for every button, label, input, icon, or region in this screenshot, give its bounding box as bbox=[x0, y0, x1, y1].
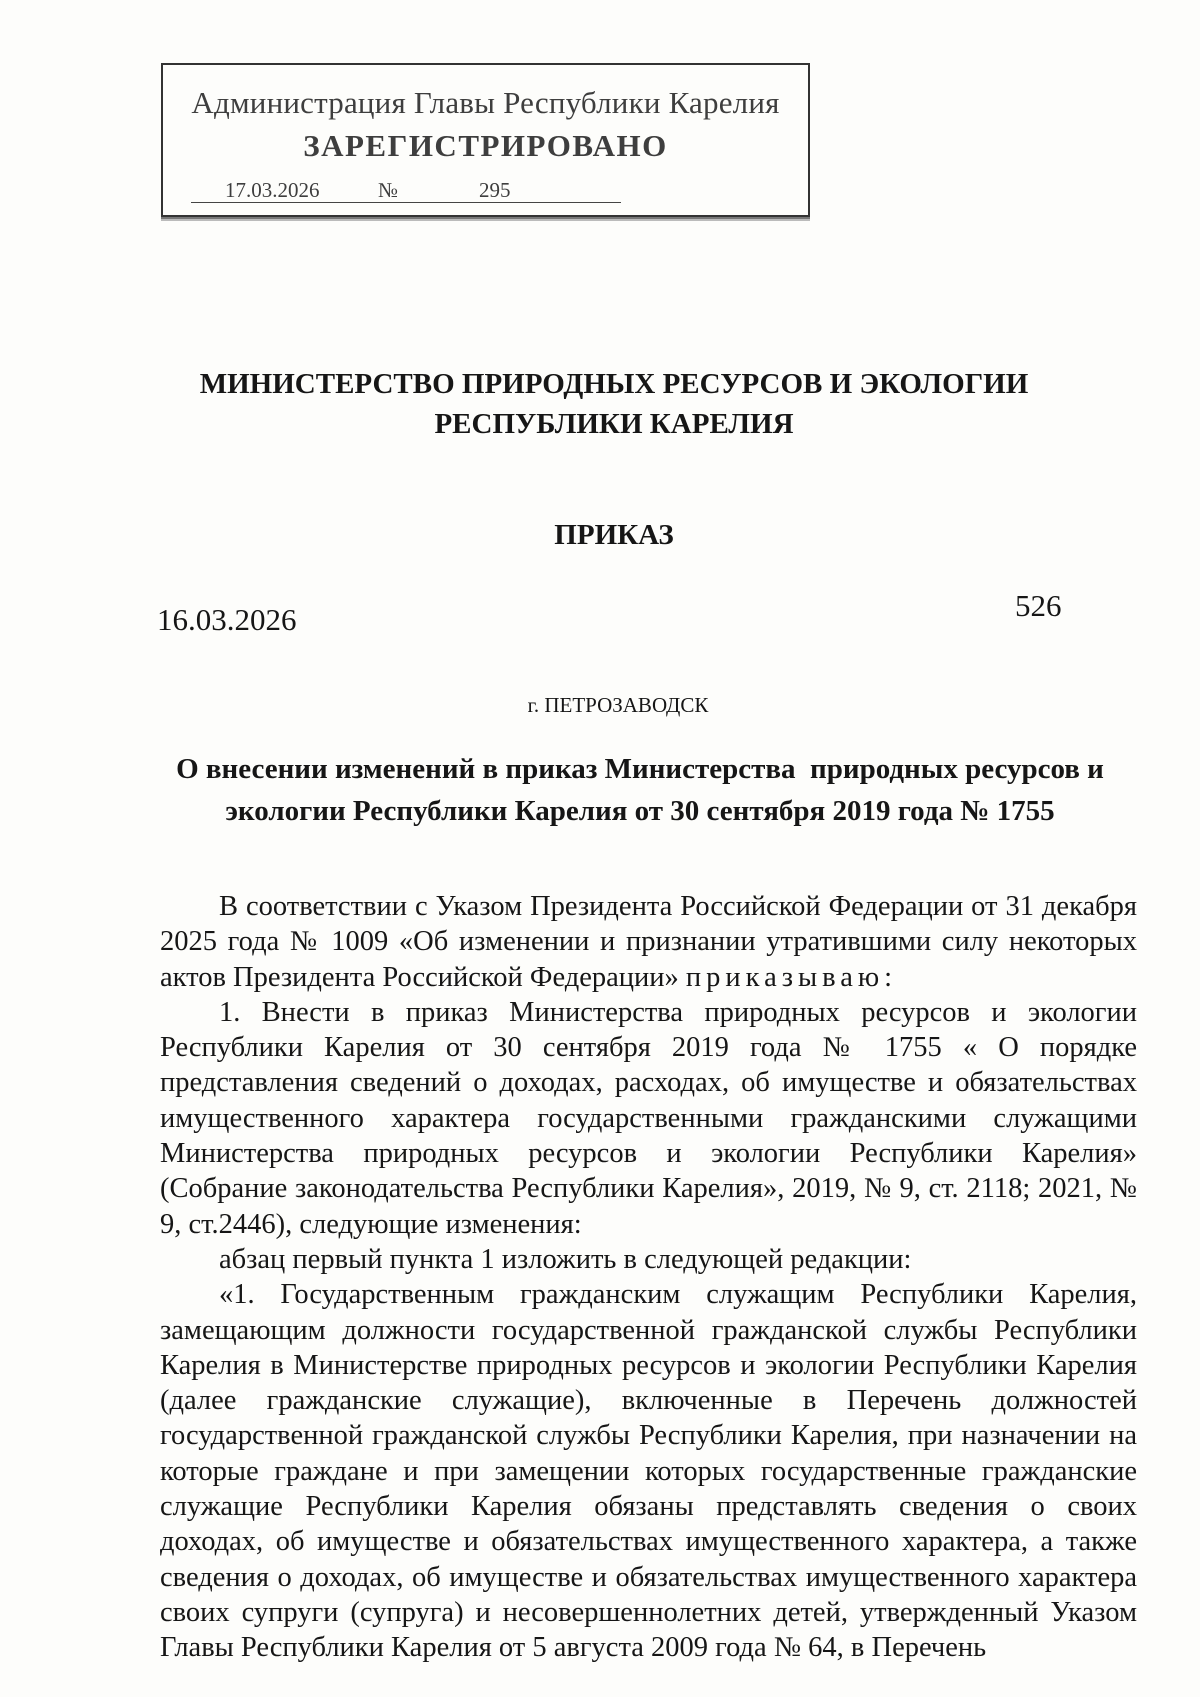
stamp-number: 295 bbox=[479, 178, 511, 202]
paragraph-amendment-intro: абзац первый пункта 1 изложить в следующей редакции: bbox=[219, 1243, 912, 1275]
order-date: 16.03.2026 bbox=[157, 602, 297, 637]
stamp-organization: Администрация Главы Республики Карелия bbox=[191, 85, 780, 120]
order-number: 526 bbox=[1015, 588, 1062, 623]
stamp-number-label: № bbox=[378, 178, 399, 202]
title-line1: О внесении изменений в приказ Министерства природных ресурсов и bbox=[176, 753, 1104, 785]
stamp-date: 17.03.2026 bbox=[225, 178, 320, 202]
paragraph-preamble bbox=[160, 889, 1137, 995]
order-body bbox=[160, 889, 1137, 1666]
paragraph-amendment-text: «1. Государственным гражданским служащим Республики Карелия, замещающим должности государственной гражданской службы Республики Карелия в Министерстве природных ресурсов и экологии Республики Карелия (далее гражданские служащие), включенные в Перечень должностей государственной гражданской службы Республики Карелия, при назначении на которые граждане и при замещении которых государственные гражданские служащие Республики Карелия обязаны представлять сведения о своих доходах, об имуществе и обязательствах имущественного характера, а также сведения о доходах, об имуществе и обязательствах имущественного характера своих супруги (супруга) и несовершеннолетних детей, утвержденный Указом Главы Республики Карелия от 5 августа 2009 года № 64, в Перечень bbox=[160, 1279, 1137, 1664]
order-word: приказываю: bbox=[685, 961, 898, 993]
ministry-name-line2: РЕСПУБЛИКИ КАРЕЛИЯ bbox=[434, 408, 794, 440]
preamble-text: В соответствии с Указом Президента Российской Федерации от 31 декабря 2025 года № 1009 «Об изменении и признании утратившими силу некоторых актов Президента Российской Федерации» bbox=[160, 891, 1137, 993]
stamp-status: ЗАРЕГИСТРИРОВАНО bbox=[303, 128, 668, 163]
city: г. ПЕТРОЗАВОДСК bbox=[527, 693, 709, 717]
paragraph-item-1: 1. Внести в приказ Министерства природных ресурсов и экологии Республики Карелия от 30 сентября 2019 года № 1755 « О порядке представления сведений о доходах, расходах, об имуществе и обязательствах имущественного характера государственными гражданскими служащими Министерства природных ресурсов и экологии Республики Карелия» (Собрание законодательства Республики Карелия», 2019, № 9, ст. 2118; 2021, № 9, ст.2446), следующие изменения: bbox=[160, 996, 1137, 1240]
registration-stamp bbox=[161, 63, 810, 217]
ministry-header bbox=[0, 364, 1200, 444]
ministry-name-line1: МИНИСТЕРСТВО ПРИРОДНЫХ РЕСУРСОВ И ЭКОЛОГИИ bbox=[199, 368, 1029, 400]
stamp-registration-line bbox=[191, 178, 621, 203]
document-type: ПРИКАЗ bbox=[554, 519, 674, 551]
title-line2: экологии Республики Карелия от 30 сентября 2019 года № 1755 bbox=[225, 795, 1055, 827]
order-title bbox=[150, 748, 1130, 832]
